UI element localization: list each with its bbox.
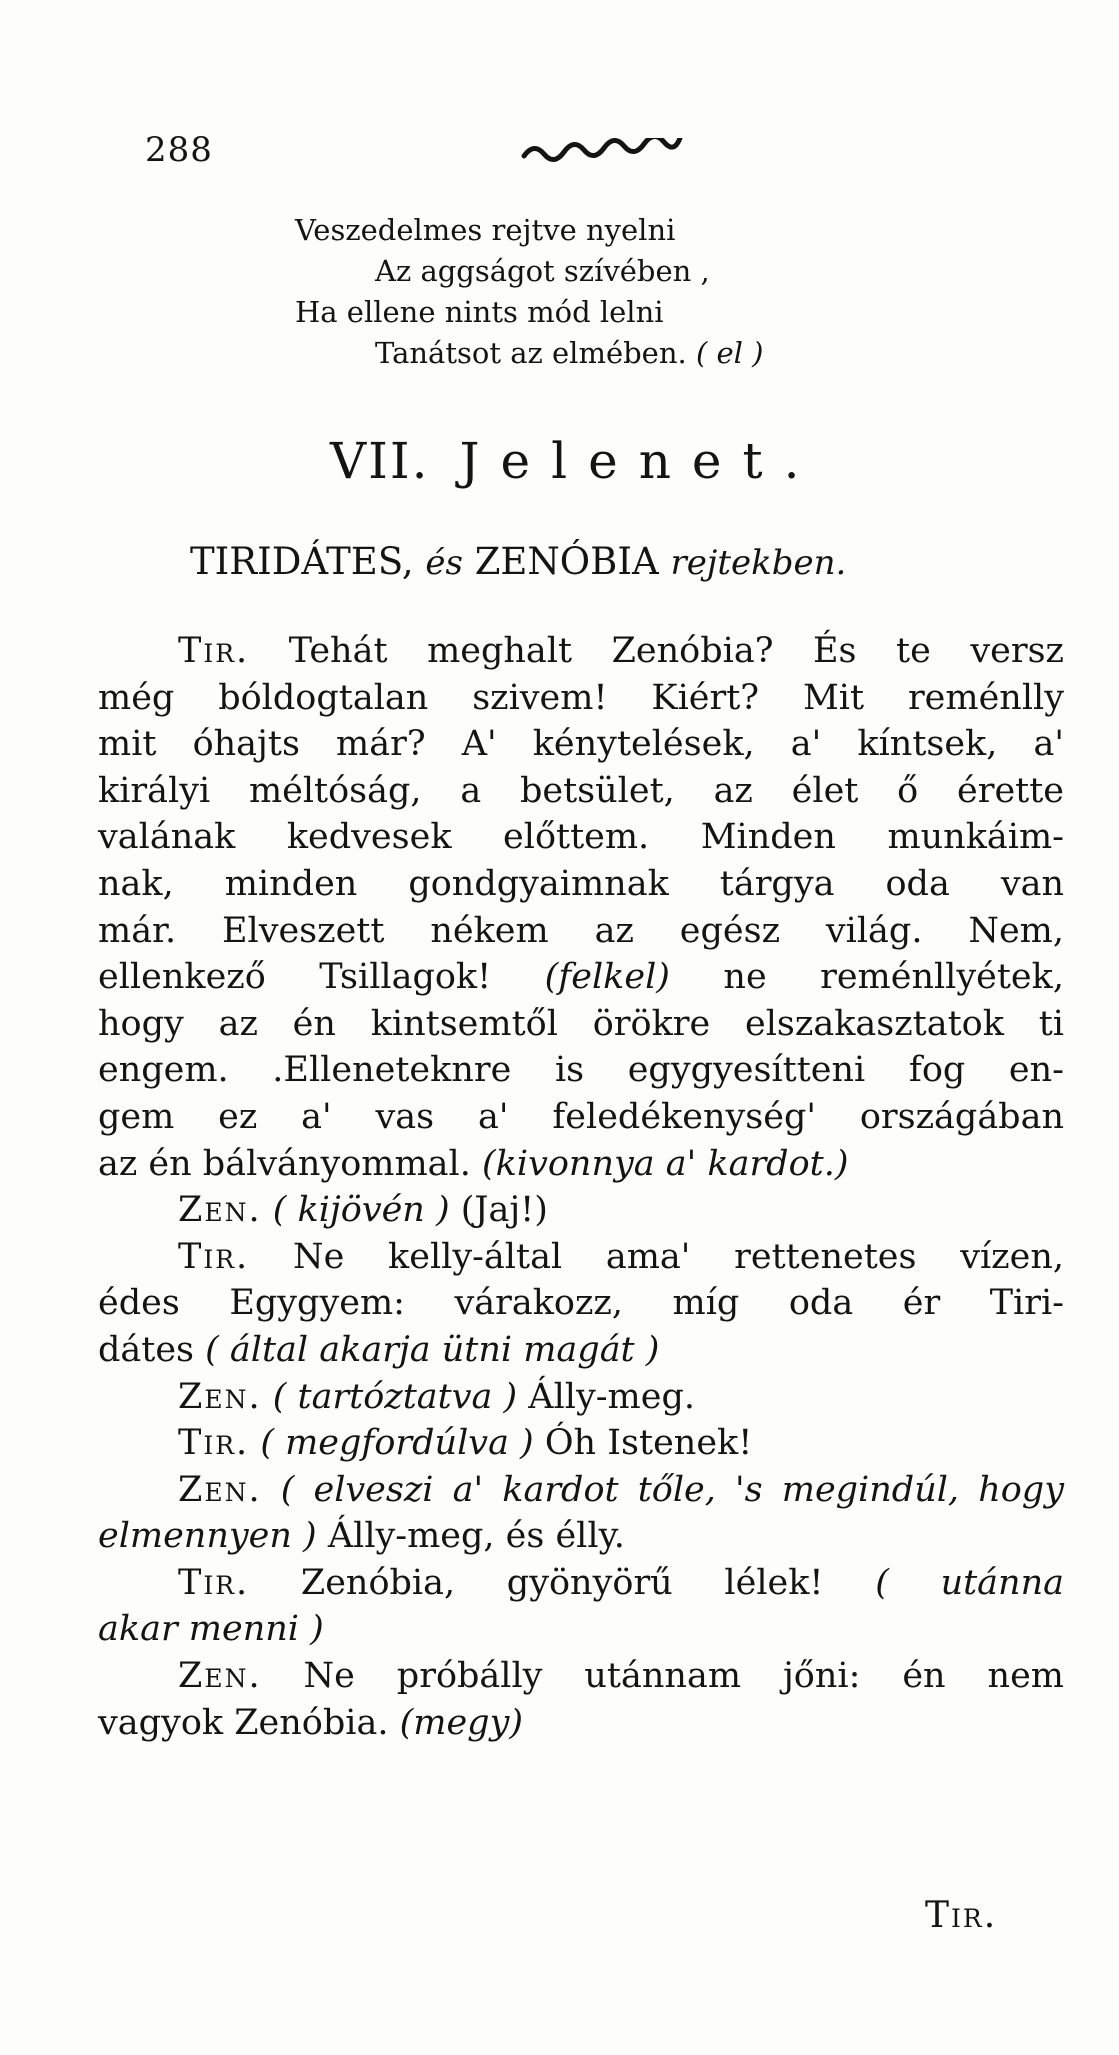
- stage-direction: ( utánna: [875, 1562, 1064, 1603]
- verse-text: Tanátsot az elmében.: [375, 336, 687, 370]
- text-line: Tir. ( megfordúlva ) Óh Istenek!: [178, 1423, 753, 1464]
- text-line: az én bálványommal. (kivonnya a' kardot.): [98, 1143, 849, 1184]
- verse-line: Veszedelmes rejtve nyelni: [295, 213, 676, 247]
- stage-direction: akar menni ): [98, 1609, 324, 1650]
- cast-list: [190, 540, 846, 583]
- speaker-label: Zen.: [178, 1469, 262, 1510]
- stage-direction: ( el ): [695, 336, 764, 370]
- text-line: vagyok Zenóbia. (megy): [98, 1702, 523, 1743]
- text-line: dátes ( által akarja ütni magát ): [98, 1329, 660, 1370]
- text-line: még bóldogtalan szivem! Kiért? Mit reménlly: [98, 677, 1064, 718]
- text-line: Zen. ( kijövén ) (Jaj!): [178, 1190, 548, 1231]
- verse-line: Ha ellene nints mód lelni: [295, 295, 664, 329]
- cast-connector: és: [425, 543, 463, 583]
- text-line: [98, 1467, 1064, 1514]
- text-line: valának kedvesek előttem. Minden munkáim-: [98, 817, 1064, 858]
- text-line: gem ez a' vas a' feledékenység' országában: [98, 1096, 1064, 1137]
- text-line: nak, minden gondgyaimnak tárgya oda van: [98, 863, 1064, 904]
- verse-block: [295, 210, 855, 374]
- speaker-label: Tir.: [178, 1562, 250, 1603]
- text-line: mit óhajts már? A' kénytelések, a' kíntsek, a': [98, 724, 1064, 765]
- scene-number: VII.: [330, 432, 430, 490]
- stage-direction: (felkel): [544, 957, 670, 998]
- speaker-label: Tir.: [178, 1236, 250, 1277]
- text-line: [98, 1606, 1064, 1653]
- catchword: Tir.: [925, 1895, 998, 1936]
- text-line: Tir. Ne kelly-által ama' rettenetes vízen,: [178, 1236, 1064, 1277]
- verse-line: [295, 333, 855, 374]
- text-line: elmennyen ) Álly-meg, és élly.: [98, 1516, 625, 1557]
- verse-line: Az aggságot szívében ,: [375, 254, 710, 288]
- speaker-label: Zen.: [178, 1190, 262, 1231]
- cast-note: rejtekben.: [670, 543, 847, 583]
- character-name: TIRIDÁTES,: [190, 540, 414, 583]
- speaker-label: Zen.: [178, 1376, 262, 1417]
- stage-direction: (megy): [399, 1702, 523, 1743]
- stage-direction: ( tartóztatva ): [272, 1376, 518, 1417]
- text-line: Zen. ( tartóztatva ) Álly-meg.: [178, 1376, 695, 1417]
- speaker-label: Tir.: [178, 631, 250, 671]
- text-line: már. Elveszett nékem az egész világ. Nem,: [98, 910, 1064, 951]
- page-number: 288: [145, 130, 213, 170]
- stage-direction: ( megfordúlva ): [260, 1423, 534, 1464]
- wave-ornament-icon: [520, 138, 690, 166]
- scene-heading: [330, 432, 821, 490]
- dialogue-text: [98, 628, 1064, 1746]
- text-line: Tir. Tehát meghalt Zenóbia? És te versz: [178, 631, 1064, 671]
- text-line: hogy az én kintsemtől örökre elszakasztatok ti: [98, 1003, 1064, 1044]
- stage-direction: ( elveszi a' kardot tőle, 's megindúl, hogy: [280, 1469, 1064, 1510]
- speaker-label: Tir.: [178, 1423, 250, 1464]
- text-line: ellenkező Tsillagok! (felkel) ne reménllyétek,: [98, 957, 1064, 998]
- stage-direction: ( által akarja ütni magát ): [205, 1329, 660, 1370]
- text-line: édes Egygyem: várakozz, míg oda ér Tiri-: [98, 1283, 1064, 1324]
- stage-direction: ( kijövén ): [272, 1190, 450, 1231]
- stage-direction: elmennyen ): [98, 1516, 317, 1557]
- stage-direction: (kivonnya a' kardot.): [482, 1143, 849, 1184]
- character-name: ZENÓBIA: [474, 540, 659, 583]
- text-line: királyi méltóság, a betsület, az élet ő érette: [98, 770, 1064, 811]
- text-line: Tir. Zenóbia, gyönyörű lélek! ( utánna: [178, 1562, 1064, 1603]
- text-line: engem. .Elleneteknre is egygyesítteni fog en-: [98, 1050, 1064, 1091]
- text-line: Zen. Ne próbálly utánnam jőni: én nem: [178, 1656, 1064, 1697]
- scene-title: Jelenet.: [459, 432, 821, 490]
- speaker-label: Zen.: [178, 1656, 262, 1697]
